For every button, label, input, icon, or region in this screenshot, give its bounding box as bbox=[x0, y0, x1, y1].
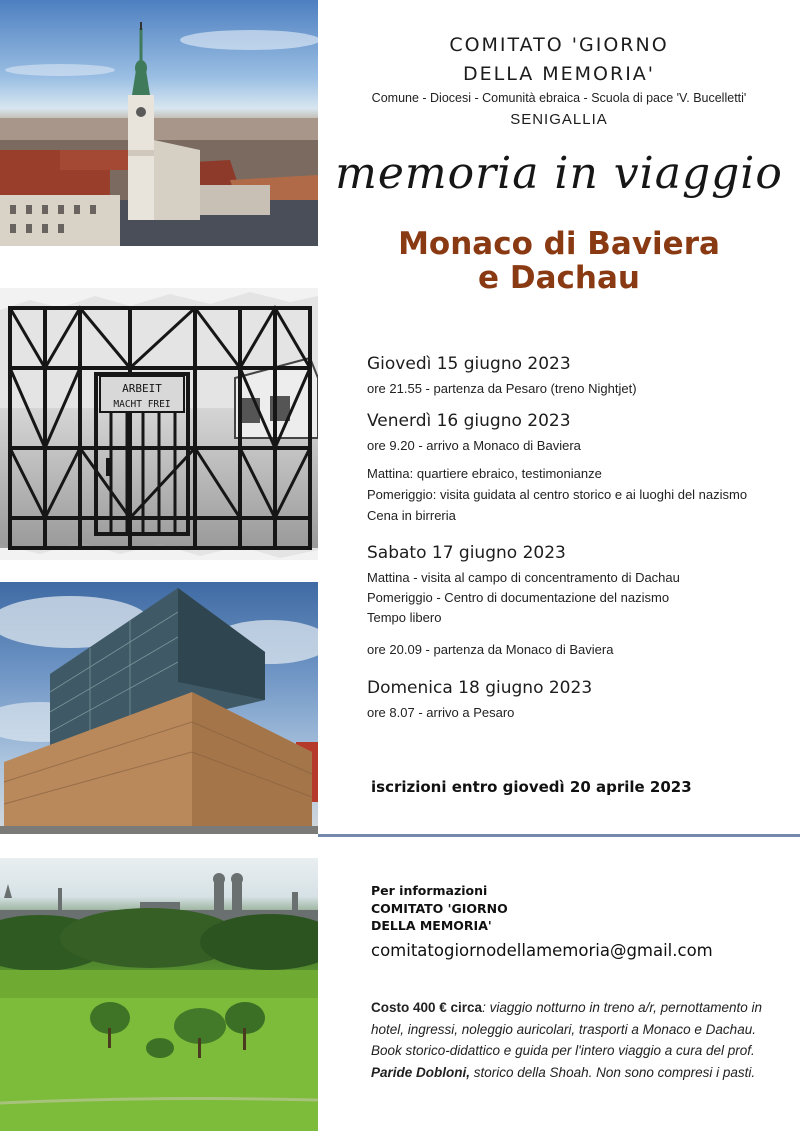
gate-illustration bbox=[0, 288, 318, 560]
organizer-subtitle: Comune - Diocesi - Comunità ebraica - Scuola di pace 'V. Bucelletti' bbox=[371, 91, 747, 105]
cost-paragraph bbox=[371, 997, 781, 1083]
photo-munich-synagogue bbox=[0, 582, 318, 834]
info-organizer-line2: DELLA MEMORIA' bbox=[371, 918, 492, 933]
day-heading-sunday: Domenica 18 giugno 2023 bbox=[367, 678, 593, 698]
itinerary-line: ore 20.09 - partenza da Monaco di Baviera bbox=[367, 642, 614, 657]
info-label: Per informazioni bbox=[371, 883, 488, 898]
photo-dachau-gate bbox=[0, 288, 318, 560]
itinerary-line: Pomeriggio: visita guidata al centro storico e ai luoghi del nazismo bbox=[367, 487, 748, 502]
section-divider bbox=[318, 834, 800, 837]
itinerary-line: ore 8.07 - arrivo a Pesaro bbox=[367, 705, 515, 720]
itinerary-line: Pomeriggio - Centro di documentazione del nazismo bbox=[367, 590, 670, 605]
contact-email-link[interactable]: comitatogiornodellamemoria@gmail.com bbox=[371, 941, 713, 960]
itinerary-line: Mattina: quartiere ebraico, testimonianze bbox=[367, 466, 602, 481]
city-illustration bbox=[0, 0, 318, 246]
itinerary-line: ore 9.20 - arrivo a Monaco di Baviera bbox=[367, 438, 581, 453]
gate-sign-line1: ARBEIT bbox=[122, 382, 162, 395]
day-heading-thursday: Giovedì 15 giugno 2023 bbox=[367, 354, 571, 374]
gate-sign-line2: MACHT FREI bbox=[113, 399, 171, 410]
day-heading-saturday: Sabato 17 giugno 2023 bbox=[367, 543, 566, 563]
organizer-title-line2: DELLA MEMORIA' bbox=[462, 63, 656, 85]
info-organizer-line1: COMITATO 'GIORNO bbox=[371, 901, 508, 916]
cost-description-end: storico della Shoah. Non sono compresi i pasti. bbox=[470, 1064, 756, 1080]
itinerary-line: Cena in birreria bbox=[367, 508, 456, 523]
photo-munich-city bbox=[0, 0, 318, 246]
cost-label: Costo 400 € circa bbox=[371, 1000, 483, 1015]
photo-english-garden bbox=[0, 858, 318, 1131]
event-script-title: memoria in viaggio bbox=[335, 148, 783, 199]
synagogue-illustration bbox=[0, 582, 318, 834]
itinerary-line: Mattina - visita al campo di concentramento di Dachau bbox=[367, 570, 680, 585]
itinerary-line: ore 21.55 - partenza da Pesaro (treno Nightjet) bbox=[367, 381, 637, 396]
registration-deadline: iscrizioni entro giovedì 20 aprile 2023 bbox=[371, 778, 692, 796]
organizer-title-line1: COMITATO 'GIORNO bbox=[449, 34, 669, 56]
destination-title-line2: e Dachau bbox=[478, 260, 640, 296]
destination-title-line1: Monaco di Baviera bbox=[398, 226, 720, 262]
organizer-city: SENIGALLIA bbox=[510, 111, 608, 128]
cost-description: : viaggio notturno in treno a/r, pernottamento in hotel, ingressi, noleggio auricolari, trasporti a Monaco e Dachau. Book storico-didattico e guida per l'intero viaggio a cura del prof. bbox=[371, 1000, 762, 1058]
day-heading-friday: Venerdì 16 giugno 2023 bbox=[367, 411, 571, 431]
guide-name: Paride Dobloni, bbox=[371, 1064, 471, 1080]
itinerary-line: Tempo libero bbox=[367, 610, 442, 625]
park-illustration bbox=[0, 858, 318, 1131]
